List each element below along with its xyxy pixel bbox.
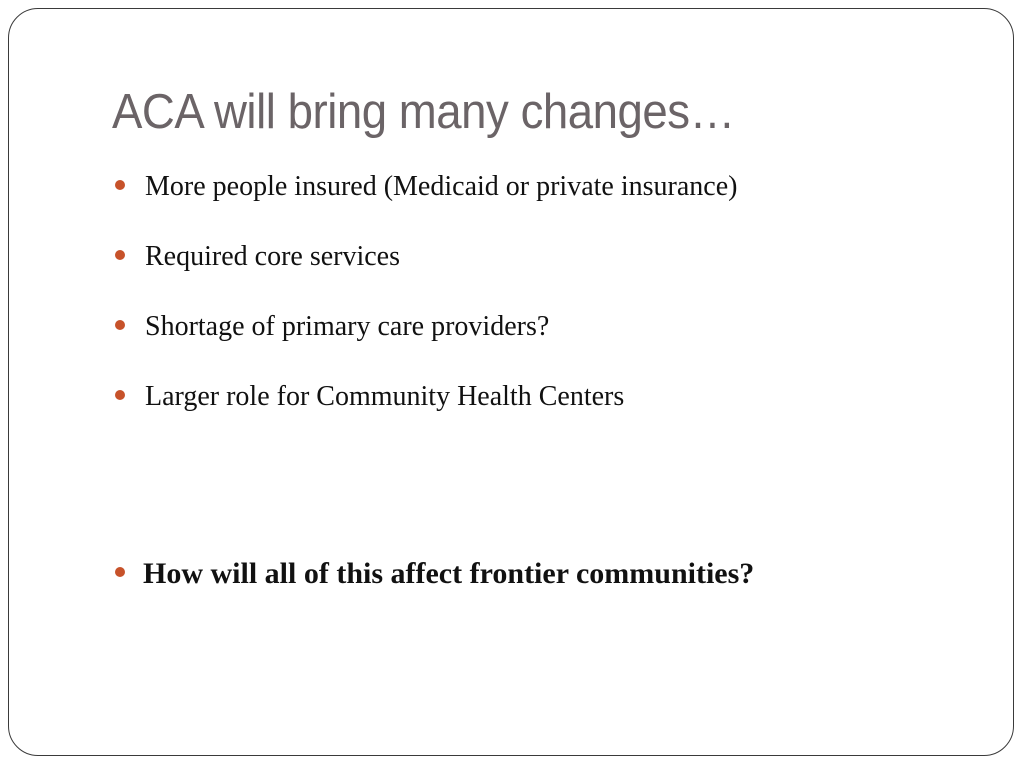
bullet-dot-icon: [115, 567, 125, 577]
bullet-text: How will all of this affect frontier communities?: [143, 557, 755, 590]
bullet-text: Shortage of primary care providers?: [145, 311, 550, 342]
bullet-item-question: [115, 557, 754, 591]
bullet-dot-icon: [115, 250, 125, 260]
bullet-dot-icon: [115, 180, 125, 190]
bullet-item: [115, 381, 624, 413]
bullet-dot-icon: [115, 390, 125, 400]
bullet-text: More people insured (Medicaid or private insurance): [145, 171, 738, 202]
slide-title: ACA will bring many changes…: [112, 85, 735, 139]
bullet-item: [115, 241, 400, 273]
bullet-text: Required core services: [145, 241, 400, 272]
bullet-item: [115, 311, 549, 343]
bullet-text: Larger role for Community Health Centers: [145, 381, 625, 412]
bullet-item: [115, 171, 737, 203]
bullet-dot-icon: [115, 320, 125, 330]
